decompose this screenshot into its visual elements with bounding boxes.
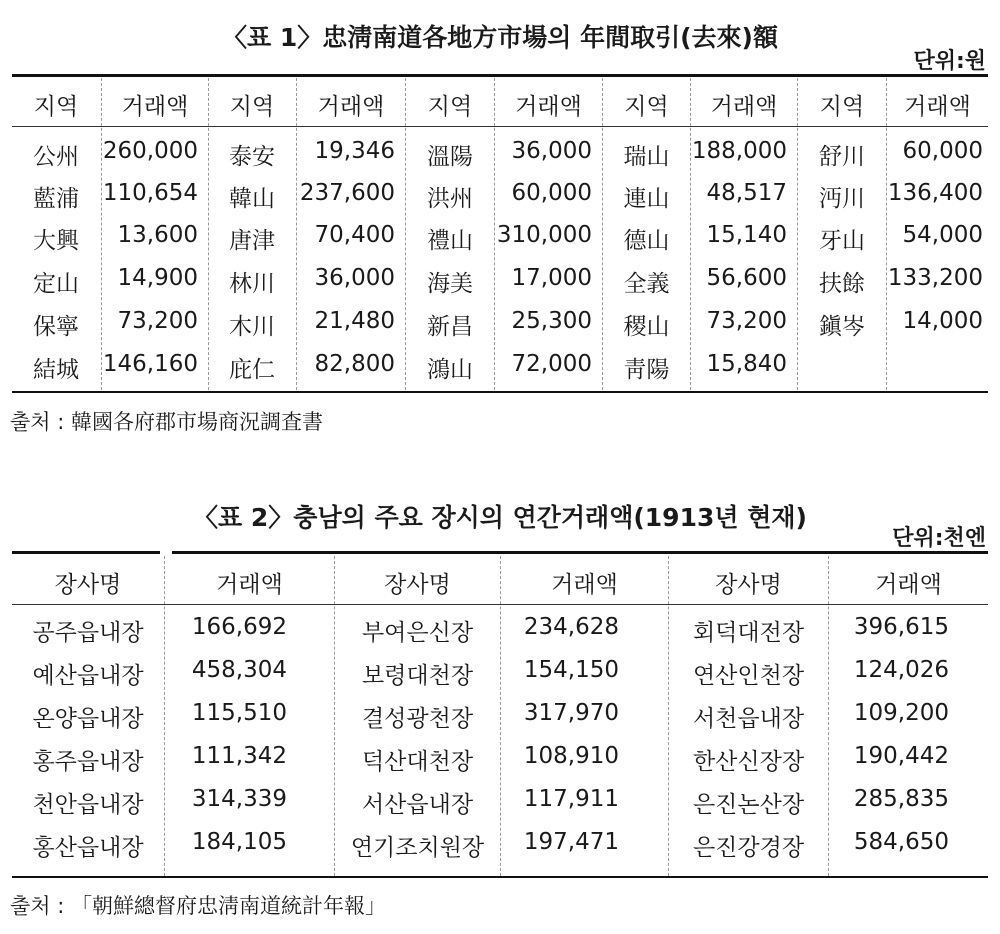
market-cell: 홍주읍내장 [32,749,144,775]
market-cell: 서천읍내장 [692,706,805,732]
region-cell: 結城 [33,357,79,383]
amount-cell: 314,339 [191,786,287,812]
amount-cell: 317,970 [523,700,619,726]
region-cell: 唐津 [229,228,275,254]
market-cell: 연기조치원장 [350,835,485,861]
amount-cell: 124,026 [853,657,949,683]
table1-header-rule [12,126,988,127]
amount-cell: 184,105 [191,829,287,855]
amount-cell: 110,654 [102,180,198,206]
table1-header-amount: 거래액 [317,94,385,120]
amount-cell: 584,650 [853,829,949,855]
amount-cell: 72,000 [511,351,592,377]
amount-cell: 458,304 [191,657,287,683]
table1-header-region: 지역 [229,94,275,120]
table1-header-region: 지역 [427,94,473,120]
amount-cell: 115,510 [191,700,287,726]
region-cell: 大興 [33,228,79,254]
amount-cell: 146,160 [102,351,198,377]
amount-cell: 108,910 [523,743,619,769]
amount-cell: 111,342 [191,743,287,769]
amount-cell: 48,517 [706,180,787,206]
amount-cell: 260,000 [102,138,198,164]
region-cell: 林川 [229,271,275,297]
region-cell: 庇仁 [229,357,275,383]
region-cell: 海美 [427,271,473,297]
amount-cell: 310,000 [496,222,592,248]
amount-cell: 188,000 [691,138,787,164]
amount-cell: 234,628 [523,614,619,640]
table1-header-region: 지역 [33,94,79,120]
region-cell: 牙山 [819,228,865,254]
region-cell: 公州 [33,144,79,170]
table2-header-market: 장사명 [54,572,122,598]
region-cell: 稷山 [623,314,670,340]
table2-header-amount: 거래액 [216,572,283,598]
market-cell: 은진강경장 [692,835,805,861]
region-cell: 瑞山 [623,144,670,170]
region-cell: 扶餘 [819,271,865,297]
market-cell: 홍산읍내장 [32,835,144,861]
amount-cell: 60,000 [511,180,592,206]
market-cell: 한산신장장 [692,749,805,775]
market-cell: 천안읍내장 [32,792,144,818]
amount-cell: 197,471 [523,829,619,855]
table2-title: 〈표 2〉충남의 주요 장시의 연간거래액(1913년 현재) [193,503,807,532]
table2-header-amount: 거래액 [875,572,942,598]
amount-cell: 136,400 [887,180,983,206]
table2-header-amount: 거래액 [551,572,618,598]
region-cell: 舒川 [819,144,865,170]
amount-cell: 166,692 [191,614,287,640]
amount-cell: 154,150 [523,657,619,683]
amount-cell: 73,200 [706,308,787,334]
table1-header-amount: 거래액 [515,94,582,120]
amount-cell: 36,000 [314,265,395,291]
market-cell: 결성광천장 [361,706,474,732]
amount-cell: 117,911 [523,786,619,812]
table1-header-amount: 거래액 [121,94,189,120]
amount-cell: 21,480 [314,308,395,334]
market-cell: 은진논산장 [692,792,805,818]
region-cell: 鴻山 [427,357,473,383]
table1-unit: 단위:원 [913,49,986,74]
amount-cell: 70,400 [314,222,395,248]
market-cell: 연산인천장 [692,663,805,689]
market-cell: 회덕대전장 [692,620,805,646]
table1-header-region: 지역 [819,94,865,120]
table2-source: 출처 : 「朝鮮總督府忠淸南道統計年報」 [10,894,386,918]
amount-cell: 237,600 [299,180,395,206]
region-cell: 溫陽 [427,144,473,170]
region-cell: 連山 [623,186,670,212]
region-cell: 泰安 [229,144,275,170]
amount-cell: 17,000 [511,265,592,291]
table2-bottom-rule [12,876,988,878]
table2-top-rule [12,551,160,554]
region-cell: 沔川 [819,186,865,212]
region-cell: 靑陽 [623,357,670,383]
amount-cell: 36,000 [511,138,592,164]
region-cell: 木川 [229,314,275,340]
region-cell: 禮山 [427,228,473,254]
region-cell: 藍浦 [33,186,79,212]
amount-cell: 109,200 [853,700,949,726]
market-cell: 온양읍내장 [32,706,144,732]
amount-cell: 19,346 [314,138,395,164]
table1-title: 〈표 1〉忠淸南道各地方市場의 年間取引(去來)額 [222,23,778,52]
region-cell: 鎭岑 [819,314,865,340]
table1-header-region: 지역 [624,94,669,120]
market-cell: 부여은신장 [361,620,474,646]
amount-cell: 54,000 [902,222,983,248]
region-cell: 全義 [623,271,670,297]
table1-header-amount: 거래액 [710,94,778,120]
table1-bottom-rule [12,391,988,393]
region-cell: 定山 [33,271,79,297]
market-cell: 덕산대천장 [361,749,474,775]
table2-unit: 단위:천엔 [892,526,986,551]
region-cell: 新昌 [427,314,473,340]
table1-source: 출처 : 韓國各府郡市場商況調査書 [10,410,323,434]
market-cell: 공주읍내장 [32,620,144,646]
table2-header-rule [12,604,988,605]
table2-header-market: 장사명 [384,572,451,598]
table1-header-amount: 거래액 [904,94,971,120]
amount-cell: 15,840 [706,351,787,377]
table2-top-rule [172,551,988,554]
amount-cell: 15,140 [706,222,787,248]
amount-cell: 13,600 [117,222,198,248]
amount-cell: 285,835 [853,786,949,812]
amount-cell: 14,000 [902,308,983,334]
region-cell: 保寧 [33,314,79,340]
amount-cell: 133,200 [887,265,983,291]
amount-cell: 82,800 [314,351,395,377]
amount-cell: 60,000 [902,138,983,164]
amount-cell: 396,615 [853,614,949,640]
region-cell: 洪州 [427,186,473,212]
market-cell: 예산읍내장 [32,663,144,689]
market-cell: 서산읍내장 [361,792,474,818]
amount-cell: 190,442 [853,743,949,769]
table1-top-rule [12,74,988,77]
amount-cell: 73,200 [117,308,198,334]
region-cell: 德山 [623,228,670,254]
region-cell: 韓山 [229,186,275,212]
amount-cell: 56,600 [706,265,787,291]
amount-cell: 14,900 [117,265,198,291]
market-cell: 보령대천장 [361,663,474,689]
table2-header-market: 장사명 [715,572,782,598]
amount-cell: 25,300 [511,308,592,334]
